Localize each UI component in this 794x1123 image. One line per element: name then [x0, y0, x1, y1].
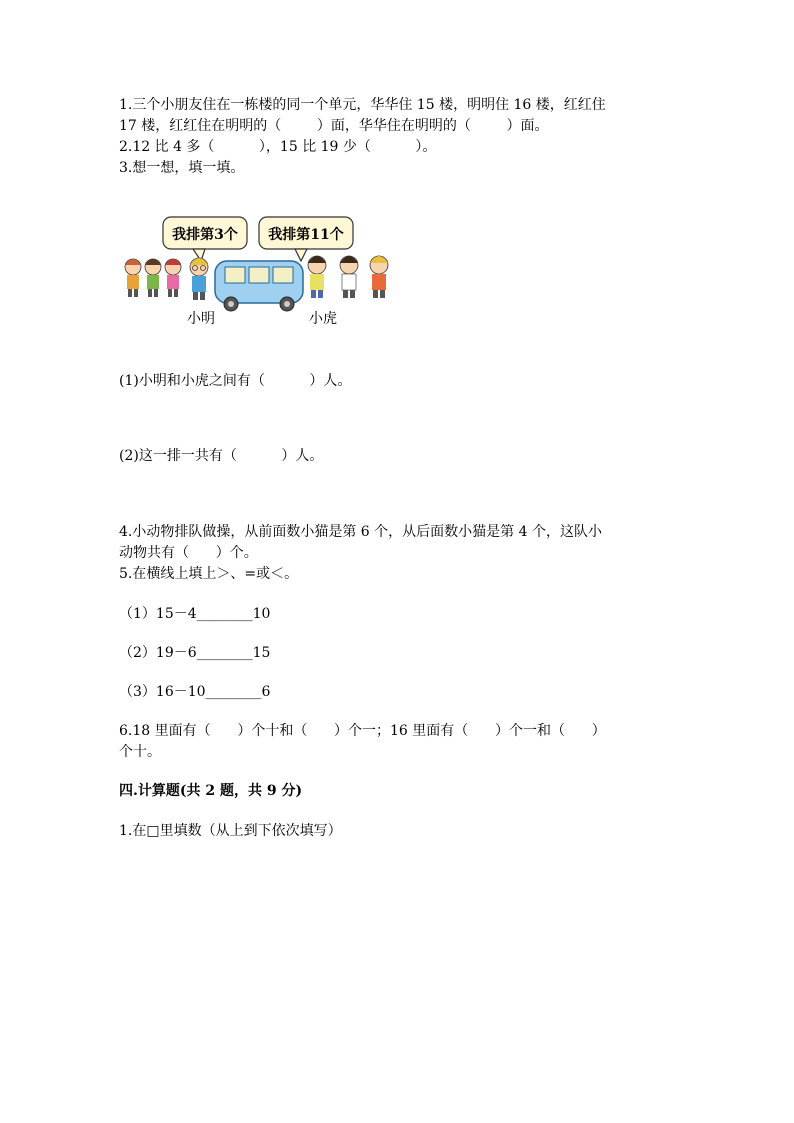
- question-5-item-2: （2）19－6________15: [119, 645, 271, 661]
- question-1-line-2: 17 楼，红红住在明明的（ ）面，华华住在明明的（ ）面。: [119, 118, 549, 134]
- label-xiaohu: 小虎: [309, 311, 337, 325]
- section-4-question-1: 1.在□里填数（从上到下依次填写）: [119, 823, 342, 839]
- question-4-line-1: 4.小动物排队做操，从前面数小猫是第 6 个，从后面数小猫是第 4 个，这队小: [119, 524, 602, 540]
- question-1-line-1: 1.三个小朋友住在一栋楼的同一个单元，华华住 15 楼，明明住 16 楼，红红住: [119, 97, 606, 113]
- label-xiaoming: 小明: [187, 311, 215, 325]
- child-figure: [125, 259, 141, 297]
- question-3-sub-2: (2)这一排一共有（ ）人。: [119, 448, 324, 464]
- speech-bubble-left: [163, 217, 247, 261]
- question-5-item-1: （1）15－4________10: [119, 606, 271, 622]
- question-5-title: 5.在横线上填上＞、=或＜。: [119, 566, 299, 582]
- child-figure-xiaohu: [308, 256, 326, 298]
- question-6-line-1: 6.18 里面有（ ）个十和（ ）个一；16 里面有（ ）个一和（ ）: [119, 723, 606, 739]
- child-figure: [145, 259, 161, 297]
- child-figure: [370, 256, 388, 298]
- question-3-title: 3.想一想，填一填。: [119, 160, 245, 176]
- illustration-svg: [123, 213, 395, 325]
- child-figure: [165, 259, 181, 297]
- child-figure-xiaoming: [190, 258, 208, 300]
- bubble-right-text: 我排第11个: [268, 227, 344, 243]
- question-2: 2.12 比 4 多（ ），15 比 19 少（ ）。: [119, 139, 437, 155]
- bubble-left-text: 我排第3个: [172, 227, 238, 243]
- question-5-item-3: （3）16－10________6: [119, 684, 271, 700]
- speech-bubble-right: [259, 217, 353, 261]
- bus-children-illustration: [123, 213, 395, 325]
- question-4-line-2: 动物共有（ ）个。: [119, 545, 258, 561]
- bus: [215, 261, 303, 311]
- question-6-line-2: 个十。: [119, 744, 161, 760]
- section-4-heading: 四.计算题(共 2 题，共 9 分): [119, 783, 303, 799]
- question-3-sub-1: (1)小明和小虎之间有（ ）人。: [119, 373, 352, 389]
- child-figure: [340, 256, 358, 298]
